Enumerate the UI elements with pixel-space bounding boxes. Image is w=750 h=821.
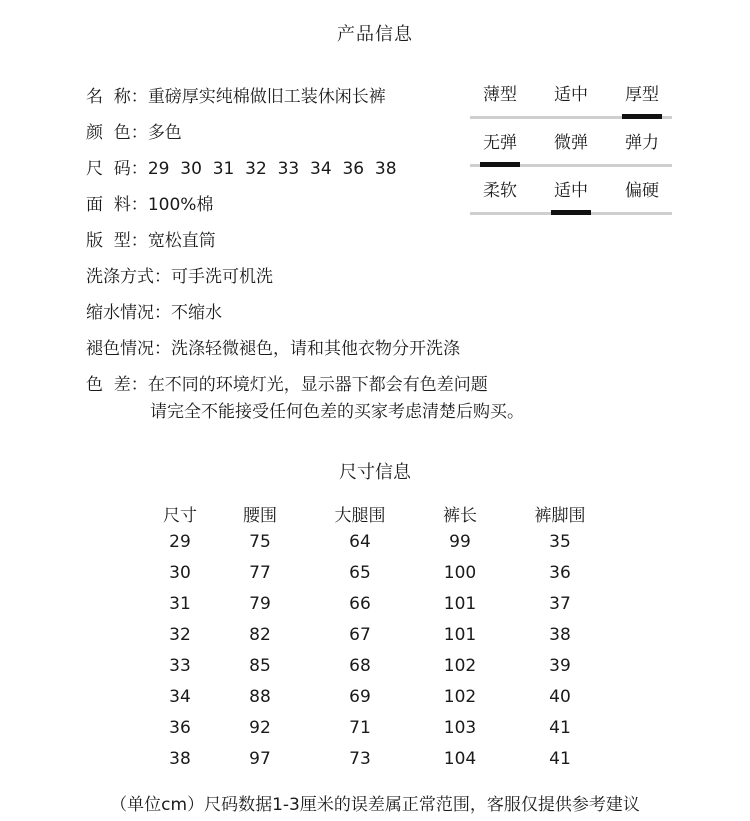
table-cell: 102 [443,655,477,676]
table-cell: 29 [169,531,191,552]
table-cell: 101 [443,624,477,645]
table-cell: 77 [249,562,271,583]
table-cell: 79 [249,593,271,614]
attribute-scales [470,72,672,222]
info-label: 缩水情况： [86,303,171,323]
attribute-option: 偏硬 [625,181,659,201]
table-cell: 40 [549,686,571,707]
table-row [140,681,620,712]
table-cell: 99 [449,531,471,552]
table-cell: 68 [349,655,371,676]
table-cell: 32 [169,624,191,645]
info-value: 重磅厚实纯棉做旧工装休闲长裤 [147,87,386,107]
info-value: 可手洗可机洗 [171,267,273,287]
info-value: 100%棉 [147,195,214,215]
table-cell: 104 [443,748,477,769]
table-row [140,619,620,650]
info-value: 洗涤轻微褪色，请和其他衣物分开洗涤 [171,339,460,359]
footer-note: （单位cm）尺码数据1-3厘米的误差属正常范围，客服仅提供参考建议 [110,795,640,815]
table-cell: 33 [169,655,191,676]
table-cell: 101 [443,593,477,614]
info-row [86,370,488,395]
attribute-selected-indicator [551,210,591,215]
info-label: 色 差： [86,375,148,395]
info-row [86,262,273,287]
attribute-option: 微弹 [554,133,588,153]
table-cell: 66 [349,593,371,614]
info-value: 宽松直筒 [147,231,216,251]
attribute-option: 厚型 [625,85,659,105]
attribute-option: 适中 [554,181,588,201]
table-cell: 38 [549,624,571,645]
table-cell: 41 [549,717,571,738]
table-cell: 69 [349,686,371,707]
info-row [86,298,222,323]
info-label: 尺 码： [86,159,148,179]
attribute-option: 弹力 [625,133,659,153]
attribute-option: 适中 [554,85,588,105]
table-cell: 92 [249,717,271,738]
table-cell: 38 [169,748,191,769]
table-row [140,526,620,557]
info-label: 名 称： [86,87,148,107]
table-cell: 31 [169,593,191,614]
attribute-option: 薄型 [483,85,517,105]
info-value: 不缩水 [171,303,222,323]
info-label: 颜 色： [86,123,148,143]
table-row [140,650,620,681]
color-note-line2: 请完全不能接受任何色差的买家考虑清楚后购买。 [150,402,524,422]
table-row [140,557,620,588]
attribute-option: 柔软 [483,181,517,201]
size-table-header [140,500,620,526]
info-row [86,82,386,107]
table-cell: 35 [549,531,571,552]
info-row [86,226,216,251]
table-cell: 102 [443,686,477,707]
table-cell: 36 [549,562,571,583]
size-table-header-cell: 大腿围 [334,505,386,526]
info-value: 29 30 31 32 33 34 36 38 [147,159,397,179]
size-table-header-cell: 裤脚围 [534,505,586,526]
size-table-header-cell: 裤长 [443,505,477,526]
table-cell: 64 [349,531,371,552]
info-label: 面 料： [86,195,148,215]
info-row [86,154,397,179]
table-cell: 75 [249,531,271,552]
table-cell: 82 [249,624,271,645]
table-cell: 71 [349,717,371,738]
table-cell: 37 [549,593,571,614]
table-row [140,588,620,619]
table-cell: 88 [249,686,271,707]
attribute-selected-indicator [622,114,662,119]
table-cell: 34 [169,686,191,707]
table-row [140,712,620,743]
size-table [140,500,620,774]
size-table-header-cell: 腰围 [243,505,277,526]
table-cell: 97 [249,748,271,769]
attribute-selected-indicator [480,162,520,167]
info-label: 洗涤方式： [86,267,171,287]
attribute-row [470,72,672,120]
table-cell: 41 [549,748,571,769]
attribute-row [470,168,672,216]
size-info-title: 尺寸信息 [339,462,411,483]
table-cell: 30 [169,562,191,583]
table-cell: 65 [349,562,371,583]
attribute-option: 无弹 [483,133,517,153]
table-cell: 100 [443,562,477,583]
table-row [140,743,620,774]
info-label: 褪色情况： [86,339,171,359]
info-value: 在不同的环境灯光，显示器下都会有色差问题 [147,375,488,395]
attribute-row [470,120,672,168]
table-cell: 73 [349,748,371,769]
table-cell: 39 [549,655,571,676]
size-table-header-cell: 尺寸 [163,505,197,526]
info-label: 版 型： [86,231,148,251]
table-cell: 85 [249,655,271,676]
product-info-title: 产品信息 [337,24,413,45]
info-value: 多色 [147,123,182,143]
table-cell: 103 [443,717,477,738]
info-row [86,190,213,215]
table-cell: 36 [169,717,191,738]
info-row [86,334,460,359]
info-row [86,118,182,143]
table-cell: 67 [349,624,371,645]
